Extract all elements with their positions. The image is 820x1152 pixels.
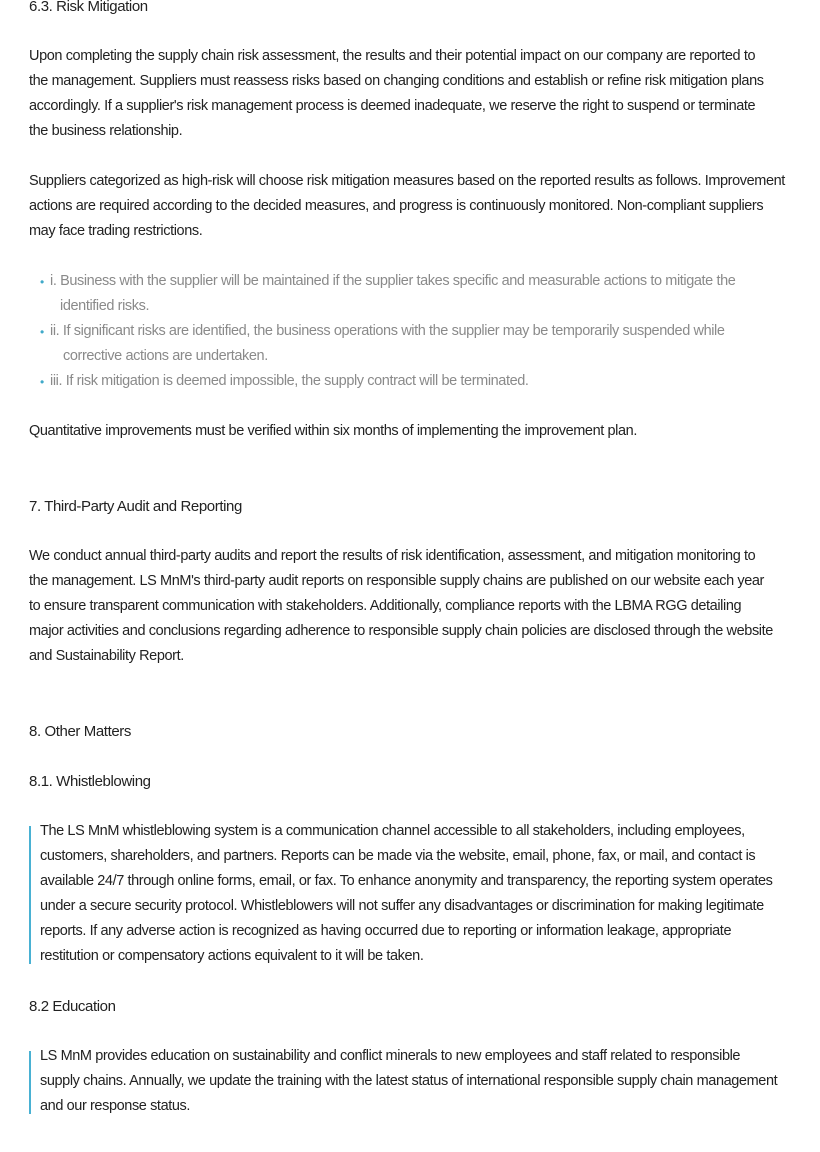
- subsection-heading-whistleblowing: 8.1. Whistleblowing: [29, 773, 151, 790]
- blockquote-line: LS MnM provides education on sustainability and conflict minerals to new employees and staff related to responsible: [40, 1048, 741, 1064]
- paragraph-line: to ensure transparent communication with stakeholders. Additionally, compliance reports with the LBMA RGG detailing: [29, 598, 742, 614]
- bullet-item-line: i. Business with the supplier will be maintained if the supplier takes specific and measurable actions to mitigate the: [50, 273, 736, 289]
- bullet-dot-icon: •: [40, 375, 44, 389]
- paragraph-line: major activities and conclusions regarding adherence to responsible supply chain policies are disclosed through the website: [29, 623, 773, 639]
- blockquote-line: supply chains. Annually, we update the training with the latest status of international responsible supply chain management: [40, 1073, 778, 1089]
- paragraph-line: the management. LS MnM's third-party audit reports on responsible supply chains are published on our website each year: [29, 573, 764, 589]
- blockquote-line: restitution or compensatory actions equivalent to it will be taken.: [40, 948, 424, 964]
- paragraph-line: Upon completing the supply chain risk assessment, the results and their potential impact on our company are reported to: [29, 48, 756, 64]
- section-heading-risk-mitigation: 6.3. Risk Mitigation: [29, 0, 148, 15]
- blockquote-line: under a secure security protocol. Whistleblowers will not suffer any disadvantages or discrimination for making legitimate: [40, 898, 764, 914]
- paragraph-line: actions are required according to the decided measures, and progress is continuously monitored. Non-compliant suppliers: [29, 198, 764, 214]
- paragraph-line: may face trading restrictions.: [29, 223, 203, 239]
- subsection-heading-education: 8.2 Education: [29, 998, 116, 1015]
- bullet-item-line: corrective actions are undertaken.: [63, 348, 268, 364]
- paragraph-line: accordingly. If a supplier's risk management process is deemed inadequate, we reserve the right to suspend or terminate: [29, 98, 756, 114]
- section-heading-other-matters: 8. Other Matters: [29, 723, 131, 740]
- bullet-item-line: identified risks.: [60, 298, 150, 314]
- paragraph-line: Quantitative improvements must be verified within six months of implementing the improvement plan.: [29, 423, 637, 439]
- blockquote-line: and our response status.: [40, 1098, 190, 1114]
- blockquote-bar: [29, 826, 31, 964]
- blockquote-bar: [29, 1051, 31, 1114]
- blockquote-line: available 24/7 through online forms, email, or fax. To enhance anonymity and transparency, the reporting system operates: [40, 873, 773, 889]
- bullet-item-line: iii. If risk mitigation is deemed impossible, the supply contract will be terminated.: [50, 373, 529, 389]
- blockquote-line: reports. If any adverse action is recognized as having occurred due to reporting or information leakage, appropriate: [40, 923, 732, 939]
- paragraph-line: We conduct annual third-party audits and report the results of risk identification, assessment, and mitigation monitoring to: [29, 548, 756, 564]
- bullet-dot-icon: •: [40, 275, 44, 289]
- blockquote-line: customers, shareholders, and partners. Reports can be made via the website, email, phone, fax, or mail, and contact is: [40, 848, 756, 864]
- bullet-dot-icon: •: [40, 325, 44, 339]
- section-heading-audit: 7. Third-Party Audit and Reporting: [29, 498, 242, 515]
- paragraph-line: Suppliers categorized as high-risk will choose risk mitigation measures based on the reported results as follows. Improvement: [29, 173, 785, 189]
- paragraph-line: the management. Suppliers must reassess risks based on changing conditions and establish or refine risk mitigation plans: [29, 73, 764, 89]
- paragraph-line: the business relationship.: [29, 123, 183, 139]
- paragraph-line: and Sustainability Report.: [29, 648, 184, 664]
- blockquote-line: The LS MnM whistleblowing system is a communication channel accessible to all stakeholders, including employees,: [40, 823, 745, 839]
- bullet-item-line: ii. If significant risks are identified, the business operations with the supplier may be temporarily suspended while: [50, 323, 725, 339]
